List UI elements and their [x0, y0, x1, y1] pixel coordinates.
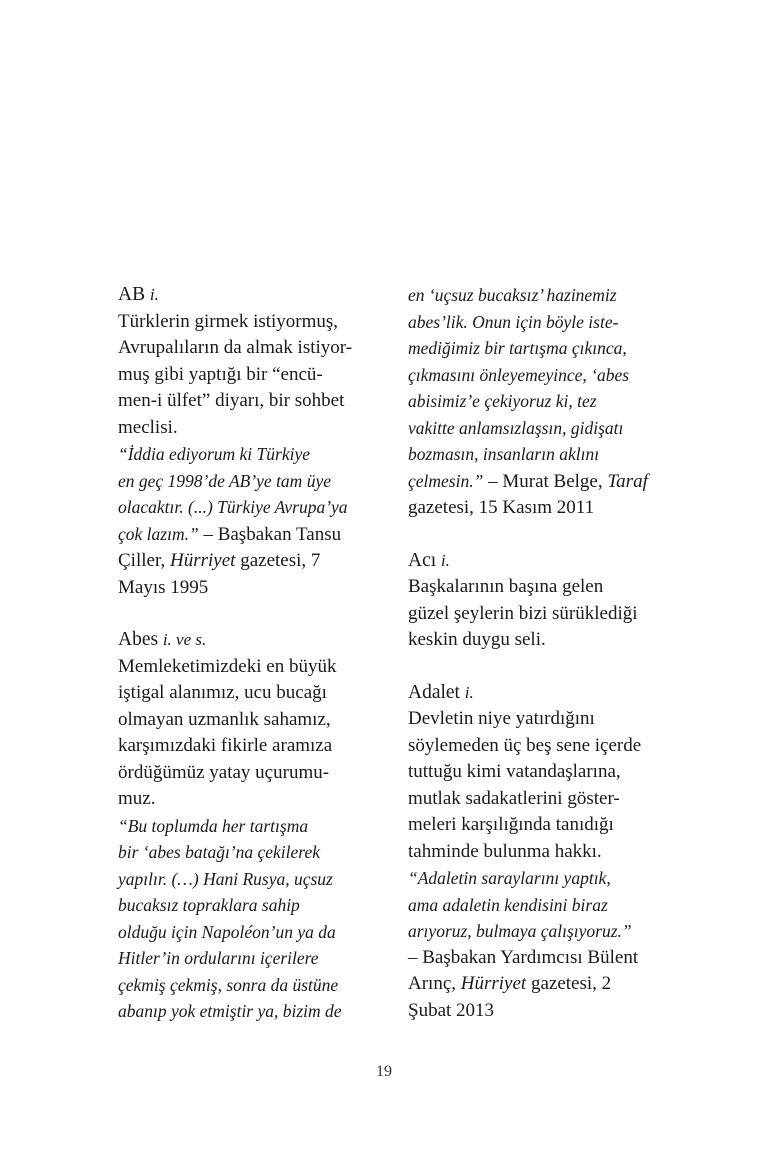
definition-line: tahminde bulunma hakkı. — [408, 840, 602, 862]
quote-line-end: çok lazım.” — [118, 523, 199, 544]
source-name: Arınç, — [408, 973, 461, 994]
headword: AB — [118, 284, 146, 305]
quote-line: abes’lik. Onun için böyle iste- — [408, 311, 619, 332]
quote-line: abanıp yok etmiştir ya, bizim de — [118, 1001, 342, 1021]
quote-source-line — [118, 548, 378, 575]
source-date: Şubat 2013 — [408, 999, 495, 1021]
entry-heading — [408, 548, 668, 575]
quote — [118, 441, 378, 548]
quote-attribution: – Başbakan Tansu — [198, 523, 342, 545]
definition-line: iştigal alanımız, ucu bucağı — [118, 682, 327, 703]
quote-line: bir ‘abes batağı’na çekilerek — [118, 842, 320, 862]
source-date: Mayıs 1995 — [118, 576, 209, 598]
entry-heading — [118, 627, 378, 654]
quote-line: “İddia ediyorum ki Türkiye — [118, 444, 310, 464]
part-of-speech: i. — [149, 285, 159, 304]
definition-line: men-i ülfet” diyarı, bir sohbet — [118, 390, 345, 411]
entry-abes — [118, 627, 378, 1025]
definition-line: keskin duygu seli. — [408, 629, 546, 650]
right-column — [408, 282, 668, 1024]
quote — [408, 282, 668, 495]
quote-line: arıyoruz, bulmaya çalışıyoruz.” — [408, 921, 632, 941]
definition-line: Devletin niye yatırdığını — [408, 708, 595, 729]
entry-abes-continued — [408, 282, 668, 522]
definition-line: Avrupalıların da almak istiyor- — [118, 337, 353, 358]
quote-line: “Adaletin saraylarını yaptık, — [408, 868, 611, 888]
definition-line: olmayan uzmanlık sahamız, — [118, 708, 331, 730]
definition-line: Türklerin girmek istiyormuş, — [118, 310, 339, 332]
quote-line: vakitte anlamsızlaşsın, gidişatı — [408, 417, 624, 438]
entry-spacer — [408, 654, 668, 680]
definition-line: karşımızdaki fikirle aramıza — [118, 735, 333, 756]
quote-line: bucaksız topraklara sahip — [118, 895, 300, 915]
quote-line: olacaktır. (...) Türkiye Avrupa’ya — [118, 497, 348, 517]
source-detail: gazetesi, 15 Kasım 2011 — [408, 497, 595, 518]
quote — [118, 813, 378, 1025]
quote — [408, 865, 668, 945]
definition-line: muz. — [118, 788, 156, 809]
source-publication: Hürriyet — [170, 550, 236, 571]
quote-attribution: – Murat Belge, — [483, 470, 608, 492]
quote-line: yapılır. (…) Hani Rusya, uçsuz — [118, 868, 333, 889]
headword: Adalet — [408, 681, 460, 703]
quote-line: ama adaletin kendisini biraz — [408, 894, 608, 915]
quote-line: çekmiş çekmiş, sonra da üstüne — [118, 974, 339, 995]
quote-source-line — [118, 521, 378, 549]
entry-heading — [408, 680, 668, 707]
definition-line: söylemeden üç beş sene içerde — [408, 734, 642, 756]
definition-line: güzel şeylerin bizi sürüklediği — [408, 602, 638, 624]
definition-line: ördüğümüz yatay uçurumu- — [118, 761, 330, 783]
source-publication: Taraf — [607, 470, 648, 492]
entry-adalet — [408, 680, 668, 1025]
part-of-speech: i. — [440, 550, 450, 570]
quote-line: olduğu için Napoléon’un ya da — [118, 921, 336, 942]
quote-line: bozmasın, insanların aklını — [408, 444, 600, 464]
quote-line: “Bu toplumda her tartışma — [118, 815, 309, 836]
quote-line: en geç 1998’de AB’ye tam üye — [118, 470, 331, 491]
source-name: Çiller, — [118, 550, 171, 571]
quote-source-line — [408, 971, 668, 998]
definition-line: meleri karşılığında tanıdığı — [408, 814, 614, 835]
definition-line: Başkalarının başına gelen — [408, 576, 604, 597]
definition-line: tuttuğu kimi vatandaşlarına, — [408, 761, 621, 782]
headword: Acı — [408, 549, 437, 571]
definition-line: muş gibi yaptığı bir “encü- — [118, 363, 323, 385]
quote-line: en ‘uçsuz bucaksız’ hazinemiz — [408, 285, 617, 305]
quote-line: mediğimiz bir tartışma çıkınca, — [408, 338, 627, 358]
entry-heading — [118, 282, 378, 309]
entry-spacer — [408, 522, 668, 548]
quote-line: Hitler’in ordularını içerilere — [118, 948, 319, 968]
entry-ab — [118, 282, 378, 601]
quote-line-end: çelmesin.” — [408, 470, 484, 491]
quote-line: çıkmasını önleyemeyince, ‘abes — [408, 364, 630, 385]
entry-spacer — [118, 601, 378, 627]
quote-source-line — [408, 468, 668, 496]
headword: Abes — [118, 629, 159, 650]
left-column — [118, 282, 378, 1025]
part-of-speech: i. ve s. — [162, 630, 207, 649]
page-number: 19 — [376, 1063, 392, 1080]
definition-line: mutlak sadakatlerini göster- — [408, 787, 620, 809]
definition-line: Memleketimizdeki en büyük — [118, 655, 337, 677]
part-of-speech: i. — [464, 682, 474, 702]
entry-aci — [408, 548, 668, 654]
source-detail: gazetesi, 2 — [526, 973, 612, 994]
quote-line: abisimiz’e çekiyoruz ki, tez — [408, 391, 597, 411]
source-publication: Hürriyet — [460, 973, 527, 994]
quote-attribution: – Başbakan Yardımcısı Bülent — [408, 946, 639, 968]
definition-line: meclisi. — [118, 416, 178, 438]
source-detail: gazetesi, 7 — [235, 550, 321, 571]
